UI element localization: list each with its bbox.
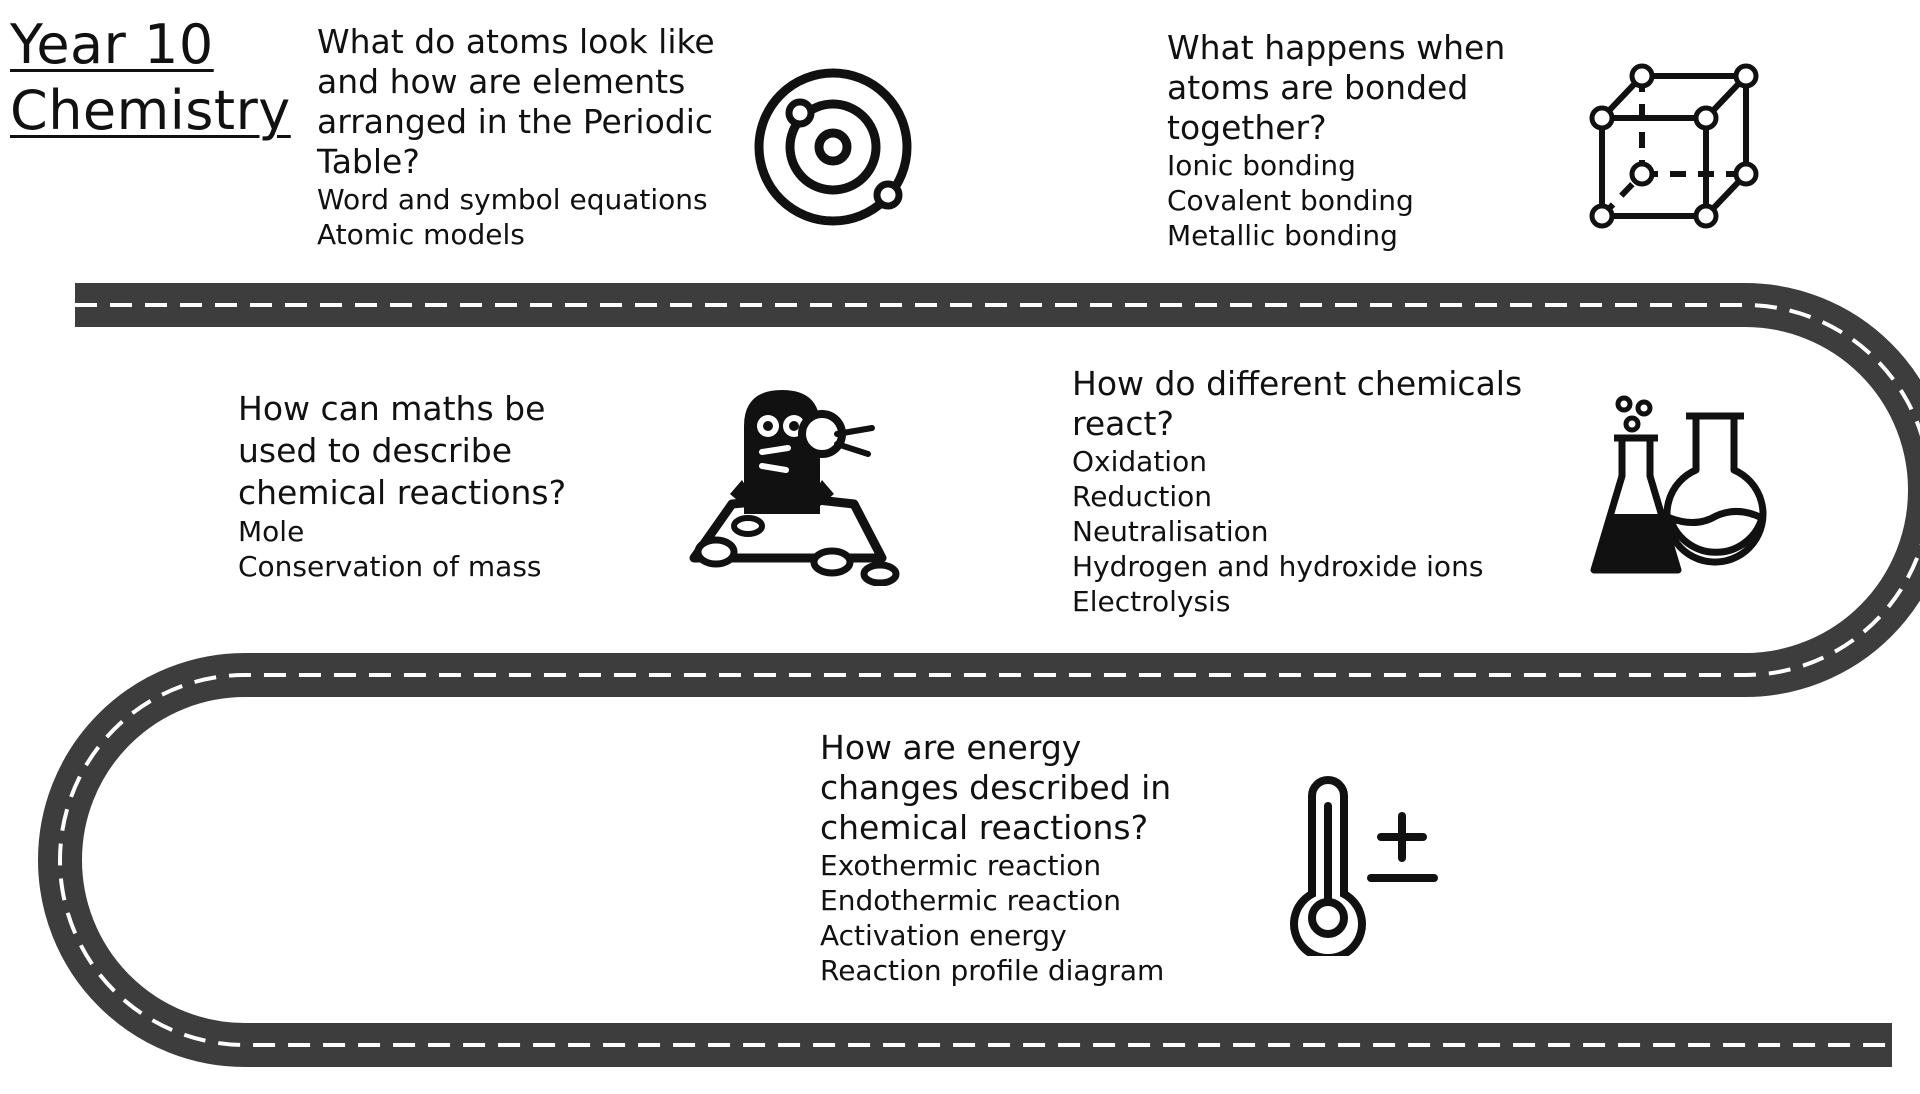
topic-item: Reduction — [1072, 480, 1212, 513]
topic-item: Exothermic reaction — [820, 849, 1102, 882]
section-atoms — [317, 22, 715, 252]
section-topics — [1072, 444, 1522, 619]
topic-item: Word and symbol equations — [317, 183, 708, 216]
section-maths — [238, 388, 566, 584]
thermometer-plus-minus-icon — [1284, 776, 1454, 956]
topic-item: Neutralisation — [1072, 515, 1269, 548]
title-line-2: Chemistry — [10, 79, 291, 142]
topic-item: Reaction profile diagram — [820, 954, 1165, 987]
section-question: How can maths be used to describe chemical reactions? — [238, 389, 567, 512]
section-topics — [1167, 148, 1505, 253]
topic-item: Endothermic reaction — [820, 884, 1121, 917]
topic-item: Hydrogen and hydroxide ions — [1072, 550, 1484, 583]
section-question: What happens when atoms are bonded together? — [1167, 28, 1506, 147]
topic-item: Atomic models — [317, 218, 525, 251]
topic-item: Metallic bonding — [1167, 219, 1398, 252]
section-reactions — [1072, 364, 1522, 619]
section-topics — [317, 182, 715, 252]
topic-item: Oxidation — [1072, 445, 1207, 478]
mole-icon — [682, 386, 912, 586]
section-topics — [820, 848, 1171, 988]
page-title — [10, 12, 291, 144]
title-line-1: Year 10 — [10, 13, 214, 76]
topic-item: Ionic bonding — [1167, 149, 1356, 182]
topic-item: Conservation of mass — [238, 550, 542, 583]
section-topics — [238, 514, 566, 584]
atom-icon — [748, 62, 918, 232]
topic-item: Electrolysis — [1072, 585, 1231, 618]
section-bonding — [1167, 28, 1505, 253]
topic-item: Mole — [238, 515, 305, 548]
section-question: How are energy changes described in chemical reactions? — [820, 728, 1172, 847]
crystal-lattice-icon — [1580, 58, 1770, 238]
flasks-icon — [1586, 388, 1776, 578]
topic-item: Covalent bonding — [1167, 184, 1414, 217]
section-energy — [820, 728, 1171, 988]
section-question: How do different chemicals react? — [1072, 364, 1523, 443]
section-question: What do atoms look like and how are elements arranged in the Periodic Table? — [317, 22, 715, 181]
topic-item: Activation energy — [820, 919, 1067, 952]
